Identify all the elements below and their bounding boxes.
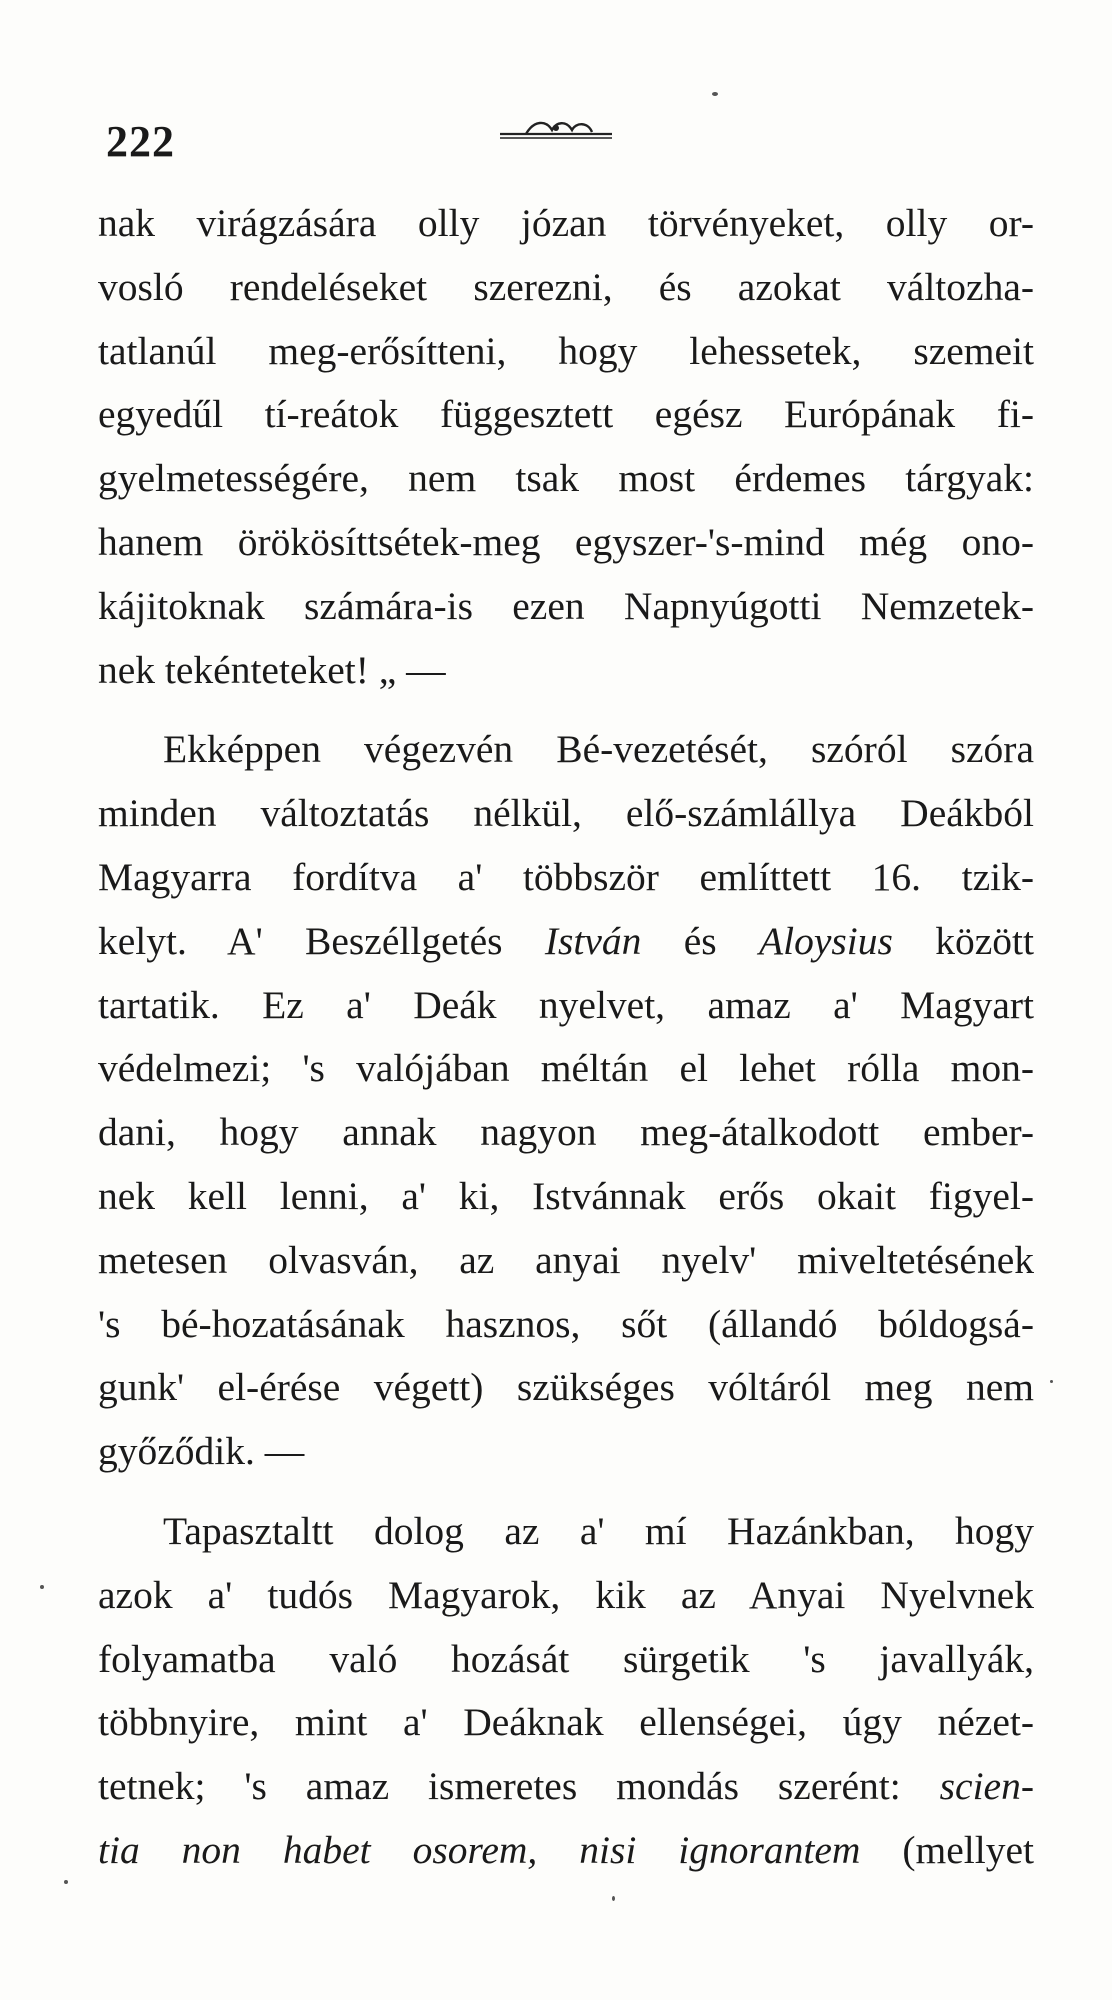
text-line: többnyire, mint a' Deáknak ellenségei, úgy nézet- bbox=[98, 1700, 1034, 1745]
body-text bbox=[98, 192, 1034, 1883]
text-line: metesen olvasván, az anyai nyelv' miveltetésének bbox=[98, 1237, 1034, 1282]
paper-speck bbox=[1050, 1380, 1053, 1383]
text-run: (mellyet bbox=[860, 1827, 1034, 1872]
text-line: kájitoknak számára-is ezen Napnyúgotti Nemzetek- bbox=[98, 583, 1034, 628]
text-line: egyedűl tí-reátok függesztett egész Európának fi- bbox=[98, 392, 1034, 437]
header-ornament bbox=[496, 118, 616, 144]
paper-speck bbox=[712, 92, 718, 96]
paper-speck bbox=[612, 1896, 615, 1901]
text-line bbox=[98, 910, 1034, 974]
italic-name: István bbox=[544, 918, 642, 963]
text-line: Ekképpen végezvén Bé-vezetését, szóról szóra bbox=[163, 727, 1034, 772]
text-line: Magyarra fordítva a' többször említtett 16. tzik- bbox=[98, 854, 1034, 899]
text-run: tetnek; 's amaz ismeretes mondás szerént: bbox=[98, 1764, 940, 1809]
text-line: dani, hogy annak nagyon meg-átalkodott ember- bbox=[98, 1110, 1034, 1155]
text-line: gyelmetességére, nem tsak most érdemes tárgyak: bbox=[98, 456, 1034, 501]
text-line: azok a' tudós Magyarok, kik az Anyai Nyelvnek bbox=[98, 1572, 1034, 1617]
text-run: és bbox=[641, 918, 760, 963]
text-run: között bbox=[892, 918, 1034, 963]
text-line: védelmezi; 's valójában méltán el lehet rólla mon- bbox=[98, 1046, 1034, 1091]
text-line: tatlanúl meg-erősítteni, hogy lehessetek, szemeit bbox=[98, 328, 1034, 373]
italic-quote: tia non habet osorem, nisi ignorantem bbox=[98, 1827, 861, 1872]
text-line bbox=[98, 1755, 1034, 1819]
text-line: nek tekénteteket! „ — bbox=[98, 647, 446, 692]
text-line: Tapasztaltt dolog az a' mí Hazánkban, hogy bbox=[163, 1508, 1034, 1553]
italic-name: Aloysius bbox=[759, 918, 893, 963]
text-line: nek kell lenni, a' ki, Istvánnak erős okait figyel- bbox=[98, 1173, 1034, 1218]
text-line: folyamatba való hozását sürgetik 's javallyák, bbox=[98, 1636, 1034, 1681]
text-line: tartatik. Ez a' Deák nyelvet, amaz a' Magyart bbox=[98, 982, 1034, 1027]
text-line: vosló rendeléseket szerezni, és azokat változha- bbox=[98, 264, 1034, 309]
paper-speck bbox=[64, 1880, 68, 1884]
italic-quote: scien- bbox=[939, 1764, 1034, 1809]
paper-speck bbox=[40, 1585, 44, 1589]
text-line: hanem örökösíttsétek-meg egyszer-'s-mind még ono- bbox=[98, 519, 1034, 564]
text-line bbox=[98, 1819, 1034, 1883]
text-line: győződik. — bbox=[98, 1429, 305, 1474]
text-line: minden változtatás nélkül, elő-számlállya Deákból bbox=[98, 791, 1034, 836]
text-line: 's bé-hozatásának hasznos, sőt (állandó bóldogsá- bbox=[98, 1301, 1034, 1346]
page-number: 222 bbox=[106, 117, 175, 166]
text-run: kelyt. A' Beszéllgetés bbox=[98, 918, 545, 963]
text-line: nak virágzására olly józan törvényeket, olly or- bbox=[98, 201, 1034, 245]
text-line: gunk' el-érése végett) szükséges vóltáról meg nem bbox=[98, 1365, 1034, 1410]
